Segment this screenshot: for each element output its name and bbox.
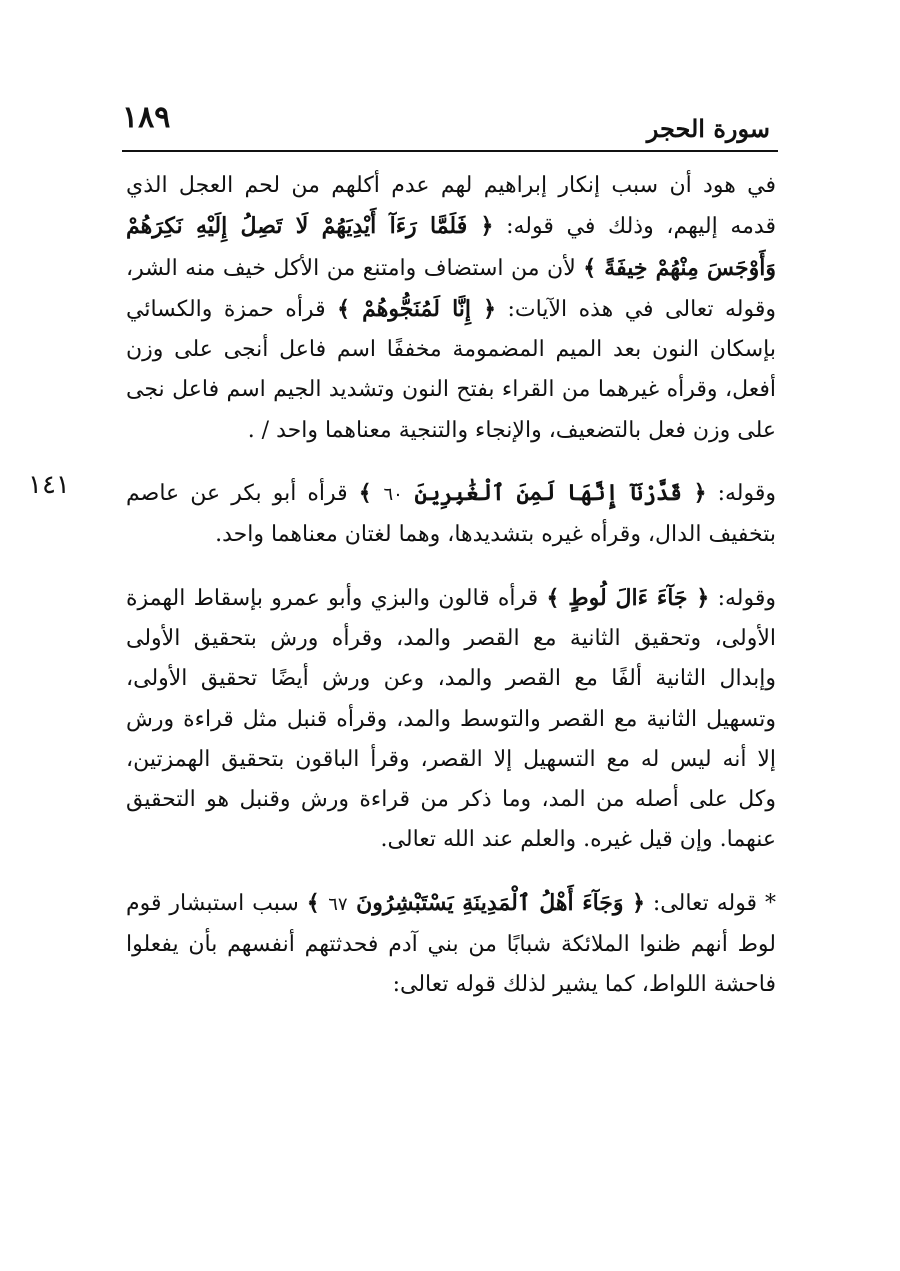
quran-quote-close: ﴾ bbox=[358, 480, 384, 507]
paragraph-text: لأن من استضاف وامتنع من الأكل خيف منه الشر، وقوله تعالى في هذه الآيات: bbox=[126, 255, 776, 322]
quran-quote-close: ﴾ bbox=[306, 889, 329, 916]
paragraph-2 bbox=[126, 473, 776, 556]
paragraph-text: في هود أن سبب إنكار إبراهيم لهم عدم أكلهم من لحم العجل الذي قدمه إليهم، وذلك في قوله: bbox=[126, 173, 776, 240]
quran-quote: ﴿ وَجَآءَ أَهْلُ ٱلْمَدِينَةِ يَسْتَبْشِرُونَ bbox=[347, 889, 645, 916]
paragraph-text: قرأه أبو بكر عن عاصم بتخفيف الدال، وقرأه غيره بتشديدها، وهما لغتان معناهما واحد. bbox=[126, 481, 776, 548]
paragraph-text: سبب استبشار قوم لوط أنهم ظنوا الملائكة شبابًا من بني آدم فحدثتهم أنفسهم بأن يفعلوا فاحشة اللواط، كما يشير لذلك قوله تعالى: bbox=[126, 890, 776, 998]
quran-quote: ﴿ جَآءَ ءَالَ لُوطٍ ﴾ bbox=[546, 584, 710, 611]
ayah-number: ٦٠ bbox=[383, 484, 403, 506]
paragraph-text: وقوله: bbox=[706, 481, 776, 507]
paragraph-text: قرأه حمزة والكسائي بإسكان النون بعد الميم المضمومة مخففًا اسم فاعل أنجى على وزن أفعل، وقرأه غيرهما من القراء بفتح النون وتشديد الجيم اسم فاعل نجى على وزن فعل بالتضعيف، والإنجاء والتنجية معناهما واحد / . bbox=[126, 296, 776, 443]
paragraph-text: قرأه قالون والبزي وأبو عمرو بإسقاط الهمزة الأولى، وتحقيق الثانية مع القصر والمد، وقرأه ورش بتحقيق الأولى وإبدال الثانية ألفًا مع القصر والمد، وعن ورش أيضًا تحقيق الأولى، وتسهيل الثانية مع القصر والتوسط والمد، وقرأه قنبل مثل قراءة ورش إلا أنه ليس له مع التسهيل إلا القصر، وقرأ الباقون بتحقيق الهمزتين، وكل على أصله من المد، وما ذكر من قراءة ورش وقنبل هو التحقيق عنهما. وإن قيل غيره. والعلم عند الله تعالى. bbox=[126, 585, 776, 853]
paragraph-text: * قوله تعالى: bbox=[644, 890, 776, 916]
ayah-number: ٦٧ bbox=[328, 893, 348, 915]
margin-page-reference: ١٤١ bbox=[28, 470, 70, 500]
running-head-surah-title: سورة الحجر bbox=[646, 114, 770, 143]
header-rule bbox=[122, 150, 778, 152]
page-number: ١٨٩ bbox=[122, 100, 171, 135]
quran-quote: ﴿ فَلَمَّا رَءَآ أَيْدِيَهُمْ لَا تَصِلُ إِلَيْهِ نَكِرَهُمْ وَأَوْجَسَ مِنْهُمْ خِيفَةً ﴾ bbox=[126, 213, 776, 281]
paragraph-3 bbox=[126, 578, 776, 861]
paragraph-1 bbox=[126, 166, 776, 451]
paragraph-4 bbox=[126, 883, 776, 1006]
paragraph-text: وقوله: bbox=[709, 585, 776, 611]
quran-quote: ﴿ قَدَّرْنَآ إِنَّهَا لَمِنَ ٱلْغَٰبِرِينَ bbox=[402, 480, 707, 507]
quran-quote: ﴿ إِنَّا لَمُنَجُّوهُمْ ﴾ bbox=[337, 295, 497, 322]
body-text bbox=[126, 166, 776, 1006]
